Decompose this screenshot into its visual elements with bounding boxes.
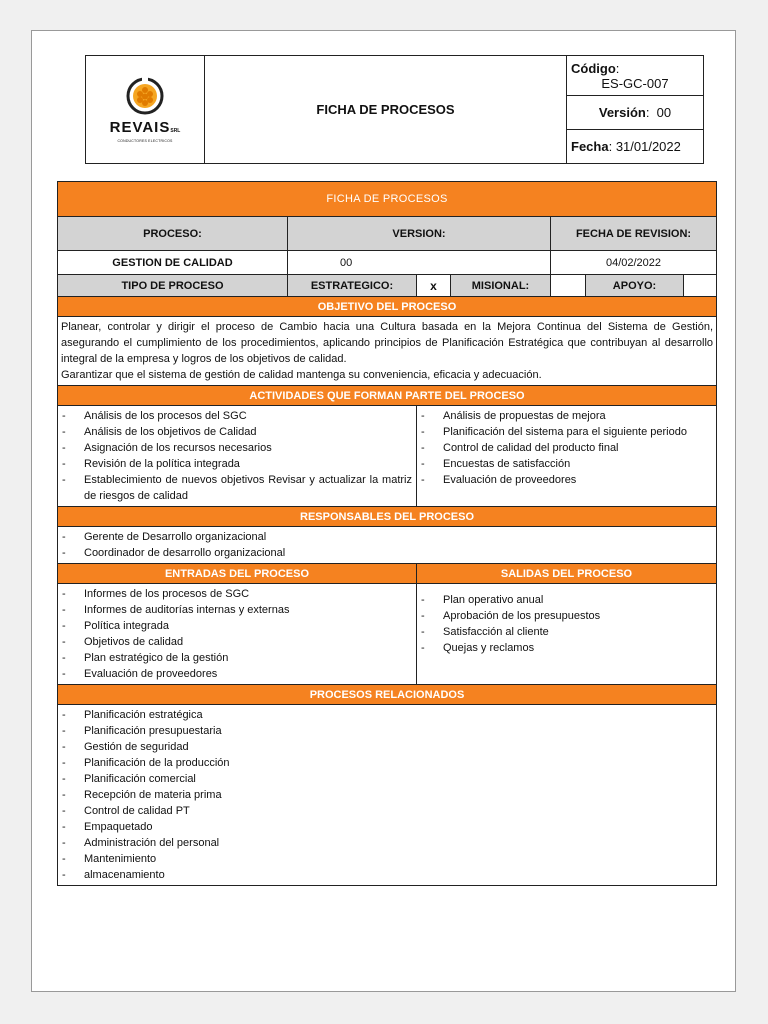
actividades-left-list xyxy=(62,408,412,504)
actividad-item: - Evaluación de proveedores xyxy=(421,472,712,488)
proceso-relacionado-item: - almacenamiento xyxy=(62,867,712,883)
proceso-relacionado-item: - Planificación estratégica xyxy=(62,707,712,723)
actividades-right-list xyxy=(421,408,712,488)
actividad-item: - Análisis de los procesos del SGC xyxy=(62,408,412,424)
actividades-heading: ACTIVIDADES QUE FORMAN PARTE DEL PROCESO xyxy=(58,386,717,406)
apoyo-label: APOYO: xyxy=(586,275,684,297)
version-cell: Versión: 00 xyxy=(567,96,704,130)
fecha-revision-value: 04/02/2022 xyxy=(551,251,717,275)
misional-label: MISIONAL: xyxy=(451,275,551,297)
responsable-item: - Gerente de Desarrollo organizacional xyxy=(62,529,712,545)
actividades-left-cell xyxy=(58,406,417,507)
sheet-title: FICHA DE PROCESOS xyxy=(58,182,717,217)
version-label: VERSION: xyxy=(288,217,551,251)
relacionados-cell xyxy=(58,705,717,886)
misional-mark xyxy=(551,275,586,297)
apoyo-mark xyxy=(684,275,717,297)
objetivo-paragraph-2: Garantizar que el sistema de gestión de calidad mantenga su conveniencia, eficacia y adecuación. xyxy=(61,369,542,381)
company-logo-cell xyxy=(86,56,205,164)
fecha-cell: Fecha: 31/01/2022 xyxy=(567,130,704,164)
fecha-label: Fecha xyxy=(571,139,609,154)
proceso-label: PROCESO: xyxy=(58,217,288,251)
actividad-item: - Asignación de los recursos necesarios xyxy=(62,440,412,456)
tipo-proceso-label: TIPO DE PROCESO xyxy=(58,275,288,297)
proceso-relacionado-item: - Planificación comercial xyxy=(62,771,712,787)
actividad-item: - Análisis de propuestas de mejora xyxy=(421,408,712,424)
entrada-item: - Informes de auditorías internas y externas xyxy=(62,602,412,618)
salidas-cell xyxy=(417,584,717,685)
salidas-heading: SALIDAS DEL PROCESO xyxy=(417,564,717,584)
document-header xyxy=(85,55,704,164)
proceso-relacionado-item: - Control de calidad PT xyxy=(62,803,712,819)
salida-item: - Plan operativo anual xyxy=(421,592,712,608)
entradas-cell xyxy=(58,584,417,685)
proceso-value: GESTION DE CALIDAD xyxy=(58,251,288,275)
entrada-item: - Informes de los procesos de SGC xyxy=(62,586,412,602)
objetivo-paragraph-1: Planear, controlar y dirigir el proceso de Cambio hacia una Cultura basada en la Mejora Continua del Sistema de Gestión, asegurando el cumplimiento de los procedimientos, aplicando principios de Planificación Estratégica que contribuyan al desarrollo integral de la empresa y logros de los objetivos de calidad. xyxy=(61,321,714,365)
proceso-relacionado-item: - Empaquetado xyxy=(62,819,712,835)
objetivo-text xyxy=(58,317,717,386)
document-page xyxy=(31,30,736,992)
entrada-item: - Evaluación de proveedores xyxy=(62,666,412,682)
salidas-list xyxy=(421,592,712,656)
proceso-relacionado-item: - Mantenimiento xyxy=(62,851,712,867)
actividad-item: - Control de calidad del producto final xyxy=(421,440,712,456)
version-label: Versión xyxy=(598,105,646,120)
entrada-item: - Plan estratégico de la gestión xyxy=(62,650,412,666)
responsables-list xyxy=(62,529,712,561)
responsables-cell xyxy=(58,527,717,564)
proceso-relacionado-item: - Recepción de materia prima xyxy=(62,787,712,803)
logo-tagline: CONDUCTORES ELECTRICOS xyxy=(117,138,173,143)
codigo-label: Código xyxy=(571,60,616,76)
codigo-value: ES-GC-007 xyxy=(601,75,669,91)
relacionados-list xyxy=(62,707,712,883)
company-logo-icon xyxy=(125,76,165,116)
salida-item: - Aprobación de los presupuestos xyxy=(421,608,712,624)
fecha-value: 31/01/2022 xyxy=(615,139,681,154)
codigo-cell: Código: ES-GC-007 xyxy=(567,56,704,96)
actividad-item: - Planificación del sistema para el siguiente periodo xyxy=(421,424,712,440)
entrada-item: - Política integrada xyxy=(62,618,412,634)
relacionados-heading: PROCESOS RELACIONADOS xyxy=(58,685,717,705)
process-sheet xyxy=(57,181,717,886)
proceso-relacionado-item: - Planificación de la producción xyxy=(62,755,712,771)
version-value: 00 xyxy=(288,251,551,275)
actividad-item: - Establecimiento de nuevos objetivos Revisar y actualizar la matriz de riesgos de calidad xyxy=(62,472,412,504)
entradas-heading: ENTRADAS DEL PROCESO xyxy=(58,564,417,584)
document-title: FICHA DE PROCESOS xyxy=(205,56,567,164)
version-value: 00 xyxy=(656,105,672,120)
estrategico-mark: x xyxy=(417,275,451,297)
objetivo-heading: OBJETIVO DEL PROCESO xyxy=(58,297,717,317)
responsables-heading: RESPONSABLES DEL PROCESO xyxy=(58,507,717,527)
actividad-item: - Revisión de la política integrada xyxy=(62,456,412,472)
proceso-relacionado-item: - Gestión de seguridad xyxy=(62,739,712,755)
proceso-relacionado-item: - Planificación presupuestaria xyxy=(62,723,712,739)
estrategico-label: ESTRATEGICO: xyxy=(288,275,417,297)
salida-item: - Quejas y reclamos xyxy=(421,640,712,656)
entradas-list xyxy=(62,586,412,682)
logo-suffix: SRL xyxy=(170,127,181,134)
responsable-item: - Coordinador de desarrollo organizacional xyxy=(62,545,712,561)
actividades-right-cell xyxy=(417,406,717,507)
logo-text: REVAIS xyxy=(109,118,171,136)
actividad-item: - Encuestas de satisfacción xyxy=(421,456,712,472)
proceso-relacionado-item: - Administración del personal xyxy=(62,835,712,851)
salida-item: - Satisfacción al cliente xyxy=(421,624,712,640)
entrada-item: - Objetivos de calidad xyxy=(62,634,412,650)
fecha-revision-label: FECHA DE REVISION: xyxy=(551,217,717,251)
actividad-item: - Análisis de los objetivos de Calidad xyxy=(62,424,412,440)
